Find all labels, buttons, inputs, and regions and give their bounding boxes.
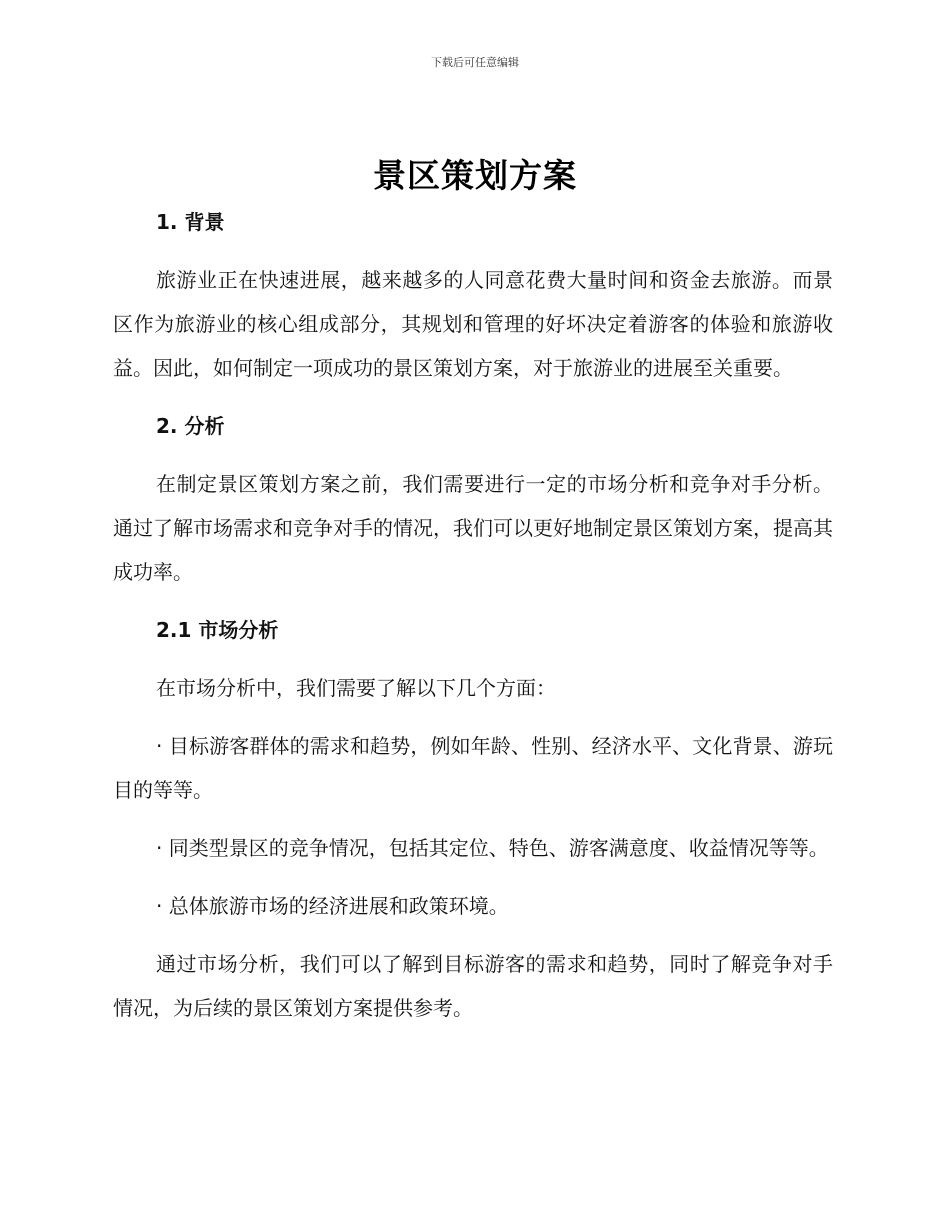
page-title: 景区策划方案 xyxy=(373,156,577,195)
bullet-item-market-economy: · 总体旅游市场的经济进展和政策环境。 xyxy=(156,894,509,918)
header-note: 下载后可任意编辑 xyxy=(431,56,519,69)
paragraph-analysis: 在制定景区策划方案之前，我们需要进行一定的市场分析和竞争对手分析。通过了解市场需求和竞争对手的情况，我们可以更好地制定景区策划方案，提高其成功率。 xyxy=(113,472,833,584)
bullet-item-competition: · 同类型景区的竞争情况，包括其定位、特色、游客满意度、收益情况等等。 xyxy=(156,836,829,860)
paragraph-market-summary: 通过市场分析，我们可以了解到目标游客的需求和趋势，同时了解竞争对手情况，为后续的景区策划方案提供参考。 xyxy=(113,952,833,1020)
section-heading-background: 1. 背景 xyxy=(156,210,225,234)
paragraph-background: 旅游业正在快速进展，越来越多的人同意花费大量时间和资金去旅游。而景区作为旅游业的核心组成部分，其规划和管理的好坏决定着游客的体验和旅游收益。因此，如何制定一项成功的景区策划方案，对于旅游业的进展至关重要。 xyxy=(113,268,833,380)
section-heading-market-analysis: 2.1 市场分析 xyxy=(156,618,279,642)
bullet-item-target-visitors: · 目标游客群体的需求和趋势，例如年龄、性别、经济水平、文化背景、游玩目的等等。 xyxy=(113,734,833,802)
section-heading-analysis: 2. 分析 xyxy=(156,414,225,438)
document-body xyxy=(113,200,833,1030)
paragraph-market-intro: 在市场分析中，我们需要了解以下几个方面： xyxy=(156,676,556,700)
